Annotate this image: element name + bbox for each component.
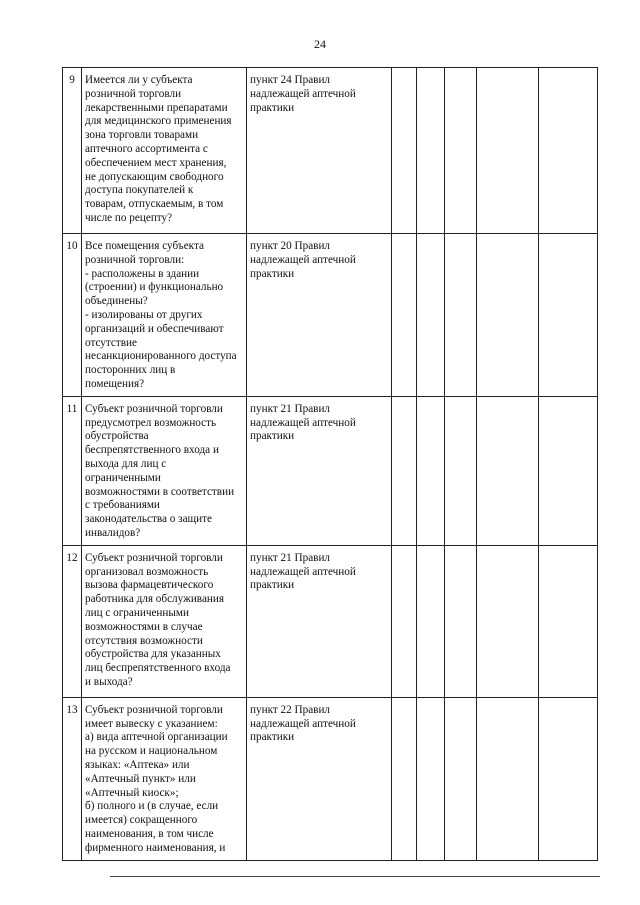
question-line: а) вида аптечной организации (85, 731, 228, 744)
question-line: Субъект розничной торговли (85, 402, 223, 415)
table-row (63, 545, 598, 697)
row-number: 11 (63, 396, 82, 545)
question-line: предусмотрел возможность (85, 416, 217, 429)
answer-cell[interactable] (477, 68, 539, 234)
row-number: 13 (63, 697, 82, 860)
reference-line: надлежащей аптечной (250, 253, 356, 266)
reference-line: надлежащей аптечной (250, 416, 356, 429)
question-line: ограниченными (85, 471, 161, 484)
question-line: фирменного наименования, и (85, 841, 226, 854)
question-line: лиц беспрепятственного входа (85, 662, 231, 675)
answer-cell[interactable] (417, 396, 445, 545)
question-line: розничной торговли: (85, 253, 185, 266)
question-line: лиц с ограниченными (85, 606, 189, 619)
question-line: возможностями в случае (85, 620, 203, 633)
regulation-reference (247, 396, 392, 545)
answer-cell[interactable] (539, 545, 598, 697)
question-line: Субъект розничной торговли (85, 703, 223, 716)
question-line: (строении) и функционально (85, 281, 224, 294)
requirement-question (82, 545, 247, 697)
table-row (63, 396, 598, 545)
answer-cell[interactable] (477, 234, 539, 397)
answer-cell[interactable] (445, 396, 477, 545)
question-line: несанкционированного доступа (85, 350, 237, 363)
question-line: «Аптечный пункт» или (85, 772, 196, 785)
question-line: посторонних лиц в (85, 364, 176, 377)
answer-cell[interactable] (539, 234, 598, 397)
answer-cell[interactable] (477, 396, 539, 545)
regulation-reference (247, 697, 392, 860)
question-line: - изолированы от других (85, 308, 203, 321)
checklist-table (62, 67, 598, 861)
question-line: выхода для лиц с (85, 457, 167, 470)
reference-line: практики (250, 579, 295, 592)
question-line: не допускающим свободного (85, 170, 224, 183)
regulation-reference (247, 68, 392, 234)
question-line: «Аптечный киоск»; (85, 786, 179, 799)
question-line: имеет вывеску с указанием: (85, 717, 218, 730)
answer-cell[interactable] (477, 697, 539, 860)
table-row (63, 234, 598, 397)
answer-cell[interactable] (539, 68, 598, 234)
question-line: Субъект розничной торговли (85, 551, 223, 564)
answer-cell[interactable] (417, 697, 445, 860)
question-line: и выхода? (85, 675, 133, 688)
requirement-question (82, 396, 247, 545)
question-line: отсутствия возможности (85, 634, 203, 647)
question-line: имеется) сокращенного (85, 814, 198, 827)
question-line: - расположены в здании (85, 267, 200, 280)
answer-cell[interactable] (539, 697, 598, 860)
answer-cell[interactable] (417, 234, 445, 397)
question-line: законодательства о защите (85, 513, 212, 526)
question-line: на русском и национальном (85, 745, 218, 758)
question-line: беспрепятственного входа и (85, 444, 219, 457)
answer-cell[interactable] (445, 697, 477, 860)
requirement-question (82, 68, 247, 234)
answer-cell[interactable] (445, 68, 477, 234)
question-line: организовал возможность (85, 565, 209, 578)
answer-cell[interactable] (392, 68, 417, 234)
answer-cell[interactable] (445, 545, 477, 697)
question-line: доступа покупателей к (85, 184, 194, 197)
question-line: организаций и обеспечивают (85, 322, 224, 335)
reference-line: надлежащей аптечной (250, 565, 356, 578)
reference-line: пункт 21 Правил (250, 402, 331, 415)
question-line: обустройства для указанных (85, 648, 221, 661)
answer-cell[interactable] (392, 396, 417, 545)
table-row (63, 68, 598, 234)
reference-line: практики (250, 267, 295, 280)
answer-cell[interactable] (417, 545, 445, 697)
question-line: числе по рецепту? (85, 211, 173, 224)
question-line: с требованиями (85, 499, 160, 512)
question-line: лекарственными препаратами (85, 101, 228, 114)
reference-line: практики (250, 101, 295, 114)
reference-line: практики (250, 731, 295, 744)
question-line: инвалидов? (85, 526, 141, 539)
question-line: б) полного и (в случае, если (85, 800, 219, 813)
reference-line: пункт 20 Правил (250, 240, 331, 252)
answer-cell[interactable] (392, 697, 417, 860)
question-line: наименования, в том числе (85, 827, 214, 840)
reference-line: пункт 24 Правил (250, 74, 331, 86)
requirement-question (82, 234, 247, 397)
question-line: обеспечением мест хранения, (85, 156, 227, 169)
question-line: вызова фармацевтического (85, 579, 214, 592)
question-line: помещения? (85, 377, 145, 390)
question-line: товарам, отпускаемым, в том (85, 198, 224, 211)
answer-cell[interactable] (392, 545, 417, 697)
reference-line: практики (250, 430, 295, 443)
question-line: объединены? (85, 295, 148, 308)
table-row (63, 697, 598, 860)
row-number: 12 (63, 545, 82, 697)
answer-cell[interactable] (445, 234, 477, 397)
question-line: для медицинского применения (85, 115, 232, 128)
answer-cell[interactable] (392, 234, 417, 397)
question-line: Имеется ли у субъекта (85, 74, 193, 86)
question-line: работника для обслуживания (85, 593, 225, 606)
question-line: возможностями в соответствии (85, 485, 235, 498)
reference-line: надлежащей аптечной (250, 87, 356, 100)
question-line: отсутствие (85, 336, 137, 349)
question-line: языках: «Аптека» или (85, 758, 190, 771)
question-line: обустройства (85, 430, 149, 443)
question-line: розничной торговли (85, 87, 182, 100)
reference-line: пункт 22 Правил (250, 703, 331, 716)
regulation-reference (247, 545, 392, 697)
requirement-question (82, 697, 247, 860)
row-number: 9 (63, 68, 82, 234)
reference-line: надлежащей аптечной (250, 717, 356, 730)
question-line: зона торговли товарами (85, 129, 199, 142)
reference-line: пункт 21 Правил (250, 551, 331, 564)
answer-cell[interactable] (539, 396, 598, 545)
page-number: 24 (314, 37, 326, 51)
answer-cell[interactable] (417, 68, 445, 234)
question-line: Все помещения субъекта (85, 240, 204, 252)
page-bottom-rule (110, 876, 600, 877)
answer-cell[interactable] (477, 545, 539, 697)
question-line: аптечного ассортимента с (85, 142, 208, 155)
regulation-reference (247, 234, 392, 397)
row-number: 10 (63, 234, 82, 397)
